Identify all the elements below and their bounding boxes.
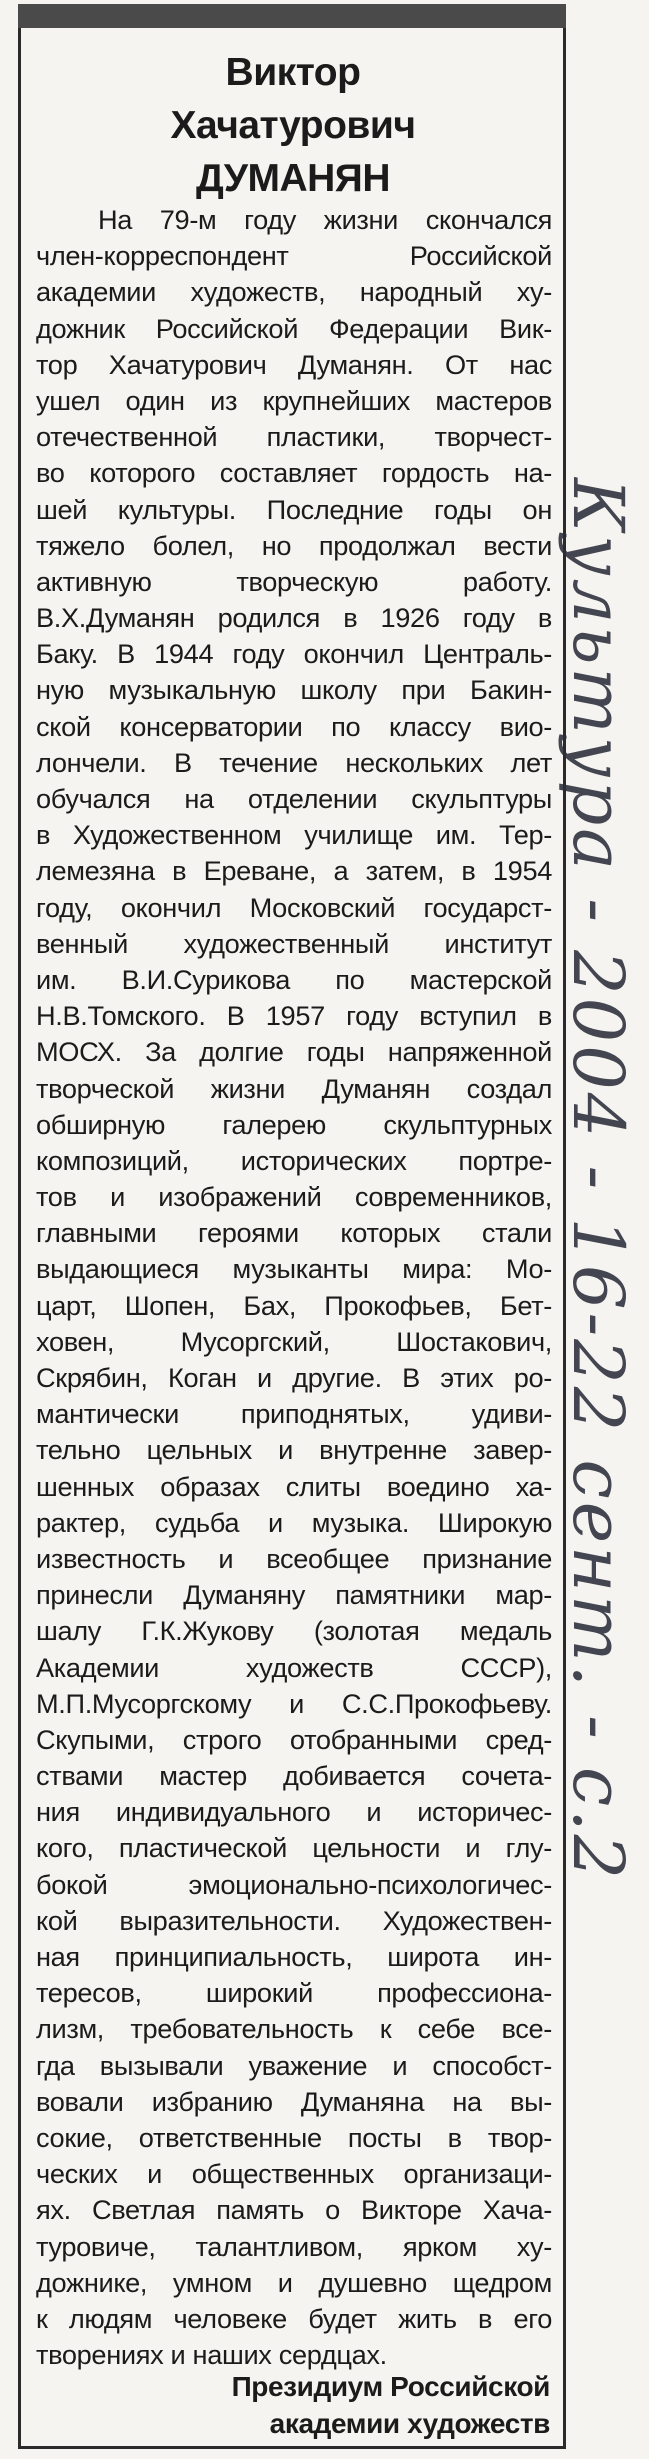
body-line: Скупыми, строго отобранными сред- [36,1723,552,1755]
signature-block [30,2368,550,2442]
body-line: отечественной пластики, творчест- [36,421,552,453]
signature-line-2: академии художеств [269,2408,550,2439]
body-line: член-корреспондент Российской [36,240,552,272]
body-line: в Художественном училище им. Тер- [36,819,552,851]
body-line: царт, Шопен, Бах, Прокофьев, Бет- [36,1289,552,1321]
body-line: бокой эмоционально-психологичес- [36,1868,552,1900]
obituary-body-text [36,202,552,2373]
body-line: М.П.Мусоргскому и С.С.Прокофьеву. [36,1687,552,1719]
body-line: вовали избранию Думаняна на вы- [36,2085,552,2117]
body-line: выдающиеся музыканты мира: Мо- [36,1253,552,1285]
headline-surname: ДУМАНЯН [195,157,391,200]
body-line: тов и изображений современников, [36,1181,552,1213]
body-line: ния индивидуального и историчес- [36,1796,552,1828]
body-line: туровиче, талантливом, ярком ху- [36,2230,552,2262]
body-line: ях. Светлая память о Викторе Хача- [36,2194,552,2226]
body-line: тяжело болел, но продолжал вести [36,529,552,561]
handwritten-source-note: Культура - 2004 - 16-22 сент. - с.2 [557,478,639,1882]
body-line: Академии художеств СССР), [36,1651,552,1683]
body-line: им. В.И.Сурикова по мастерской [36,963,552,995]
body-line: кого, пластической цельности и глу- [36,1832,552,1864]
body-line: Н.В.Томского. В 1957 году вступил в [36,1000,552,1032]
headline-patronymic: Хачатурович [170,104,416,147]
body-line: Скрябин, Коган и другие. В этих ро- [36,1362,552,1393]
body-line: рактер, судьба и музыка. Широкую [36,1506,552,1538]
body-line: принесли Думаняну памятники мар- [36,1579,552,1611]
body-line: лемезяна в Ереване, а затем, в 1954 [36,855,552,887]
body-line: известность и всеобщее признание [36,1542,552,1574]
body-line: тор Хачатурович Думанян. От нас [36,348,552,380]
body-line: ствами мастер добивается сочета- [36,1760,552,1792]
body-line: шалу Г.К.Жукову (золотая медаль [36,1615,552,1647]
body-line: МОСХ. За долгие годы напряженной [36,1036,552,1068]
body-line: активную творческую работу. [36,565,552,597]
body-line: дожник Российской Федерации Вик- [36,312,552,344]
body-line: ческих и общественных организаци- [36,2158,552,2190]
body-line: ную музыкальную школу при Бакин- [36,674,552,706]
body-line: главными героями которых стали [36,1217,552,1249]
body-line: венный художественный институт [36,927,552,959]
body-line: творениях и наших сердцах. [36,2339,387,2371]
body-line: шенных образах слиты воедино ха- [36,1470,552,1502]
body-line: В.Х.Думанян родился в 1926 году в [36,602,552,634]
body-line: На 79-м году жизни скончался [98,204,552,235]
body-line: кой выразительности. Художествен- [36,1904,552,1936]
body-line: сокие, ответственные посты в твор- [36,2121,552,2153]
body-line: ховен, Мусоргский, Шостакович, [36,1325,552,1357]
bottom-border-rule [18,2446,566,2449]
body-line: году, окончил Московский государст- [36,891,552,923]
body-line: обучался на отделении скульптуры [36,783,552,814]
body-line: творческой жизни Думанян создал [36,1072,552,1104]
obituary-headline [30,46,556,205]
body-line: Баку. В 1944 году окончил Централь- [36,638,552,670]
body-line: тересов, широкий профессиона- [36,1977,552,2009]
signature-line-1: Президиум Российской [231,2371,550,2402]
body-line: ушел один из крупнейших мастеров [36,384,552,416]
top-rule [18,4,566,28]
body-line: ная принципиальность, широта ин- [36,1941,552,1972]
body-line: ской консерватории по классу вио- [36,710,552,742]
headline-first-name: Виктор [225,51,361,94]
body-line: обширную галерею скульптурных [36,1108,552,1140]
body-line: мантически приподнятых, удиви- [36,1398,552,1430]
left-border-rule [18,28,21,2448]
body-line: к людям человеке будет жить в его [36,2302,552,2334]
body-line: во которого составляет гордость на- [36,457,552,489]
body-line: шей культуры. Последние годы он [36,493,552,525]
body-line: дожнике, умном и душевно щедром [36,2266,552,2298]
body-line: академии художеств, народный ху- [36,276,552,308]
body-line: лизм, требовательность к себе все- [36,2013,552,2045]
body-line: тельно цельных и внутренне завер- [36,1434,552,1466]
body-line: гда вызывали уважение и способст- [36,2049,552,2081]
body-line: лончели. В течение нескольких лет [36,746,552,778]
body-line: композиций, исторических портре- [36,1144,552,1176]
